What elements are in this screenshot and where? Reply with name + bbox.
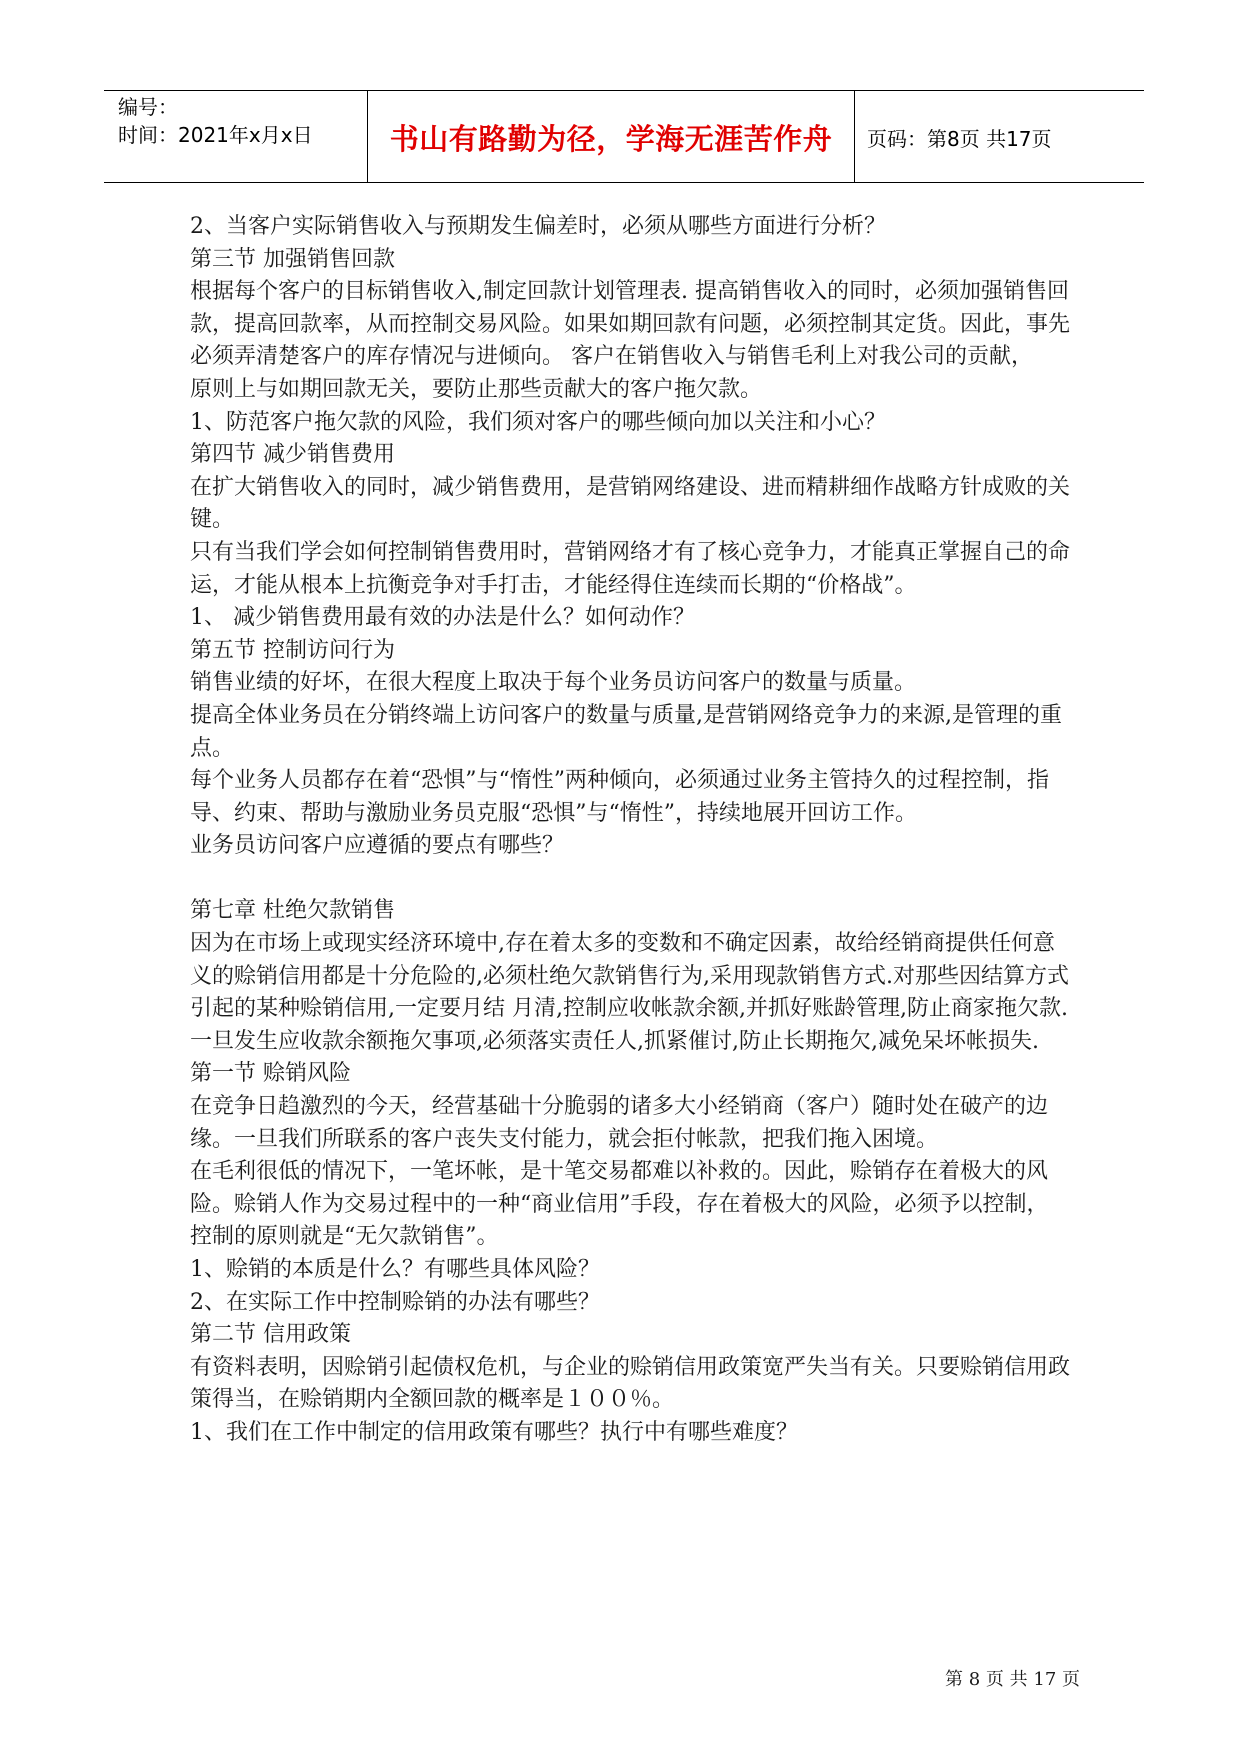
section-heading: 第三节 加强销售回款 [190,246,395,272]
document-number-label: 编号： [118,95,178,119]
chapter-heading: 第七章 杜绝欠款销售 [190,898,395,924]
header-page-label: 页码：第8页 共17页 [867,127,1052,151]
page-footer-number: 第 8 页 共 17 页 [945,1669,1080,1690]
document-body [190,211,1070,1450]
section-heading: 第四节 减少销售费用 [190,442,395,468]
paragraph: 根据每个客户的目标销售收入,制定回款计划管理表. 提高销售收入的同时，必须加强销售回款，提高回款率，从而控制交易风险。如果如期回款有问题，必须控制其定货。因此，事先必须弄清楚客户的库存情况与进倾向。 客户在销售收入与销售毛利上对我公司的贡献， [190,279,1071,370]
paragraph: 2、在实际工作中控制赊销的办法有哪些？ [190,1289,600,1315]
paragraph: 销售业绩的好坏，在很大程度上取决于每个业务员访问客户的数量与质量。 [190,670,917,696]
paragraph: 1、赊销的本质是什么？有哪些具体风险？ [190,1257,600,1282]
paragraph: 在扩大销售收入的同时，减少销售费用，是营销网络建设、进而精耕细作战略方针成败的关键。 [190,474,1071,533]
paragraph: 在毛利很低的情况下，一笔坏帐，是十笔交易都难以补救的。因此，赊销存在着极大的风险。赊销人作为交易过程中的一种“商业信用”手段，存在着极大的风险，必须予以控制，控制的原则就是“无欠款销售”。 [190,1159,1049,1250]
paragraph: 每个业务人员都存在着“恐惧”与“惰性”两种倾向，必须通过业务主管持久的过程控制，指导、约束、帮助与激励业务员克服“恐惧”与“惰性”，持续地展开回访工作。 [190,768,1049,826]
paragraph: 业务员访问客户应遵循的要点有哪些？ [190,833,565,859]
header-right-cell [855,91,1144,182]
paragraph: 2、当客户实际销售收入与预期发生偏差时，必须从哪些方面进行分析？ [190,214,886,239]
paragraph: 有资料表明，因赊销引起债权危机，与企业的赊销信用政策宽严失当有关。只要赊销信用政策得当，在赊销期内全额回款的概率是１００％。 [190,1354,1071,1413]
header-motto: 书山有路勤为径，学海无涯苦作舟 [389,122,833,156]
blank-line [190,863,1070,896]
paragraph: 只有当我们学会如何控制销售费用时，营销网络才有了核心竞争力，才能真正掌握自己的命运，才能从根本上抗衡竞争对手打击，才能经得住连续而长期的“价格战”。 [190,539,1071,598]
document-time-label: 时间：2021年x月x日 [118,123,313,147]
paragraph: 在竞争日趋激烈的今天，经营基础十分脆弱的诸多大小经销商（客户）随时处在破产的边缘。一旦我们所联系的客户丧失支付能力，就会拒付帐款，把我们拖入困境。 [190,1094,1049,1152]
header-middle-cell [368,91,855,182]
section-heading: 第二节 信用政策 [190,1322,351,1348]
paragraph: 原则上与如期回款无关，要防止那些贡献大的客户拖欠款。 [190,376,763,402]
section-heading: 第五节 控制访问行为 [190,637,395,663]
paragraph: 1、防范客户拖欠款的风险，我们须对客户的哪些倾向加以关注和小心？ [190,409,886,435]
paragraph: 1、 减少销售费用最有效的办法是什么？如何动作？ [190,605,695,631]
paragraph: 因为在市场上或现实经济环境中,存在着太多的变数和不确定因素，故给经销商提供任何意义的赊销信用都是十分危险的,必须杜绝欠款销售行为,采用现款销售方式.对那些因结算方式引起的某种赊销信用,一定要月结 月清,控制应收帐款余额,并抓好账龄管理,防止商家拖欠款.一旦发生应收款余额拖欠事项,必须落实责任人,抓紧催讨,防止长期拖欠,减免呆坏帐损失. [190,931,1069,1054]
paragraph: 提高全体业务员在分销终端上访问客户的数量与质量,是营销网络竞争力的来源,是管理的重点。 [190,702,1062,761]
paragraph: 1、我们在工作中制定的信用政策有哪些？执行中有哪些难度？ [190,1419,798,1445]
page-header [104,90,1144,183]
section-heading: 第一节 赊销风险 [190,1061,351,1087]
header-left-cell [104,91,368,182]
